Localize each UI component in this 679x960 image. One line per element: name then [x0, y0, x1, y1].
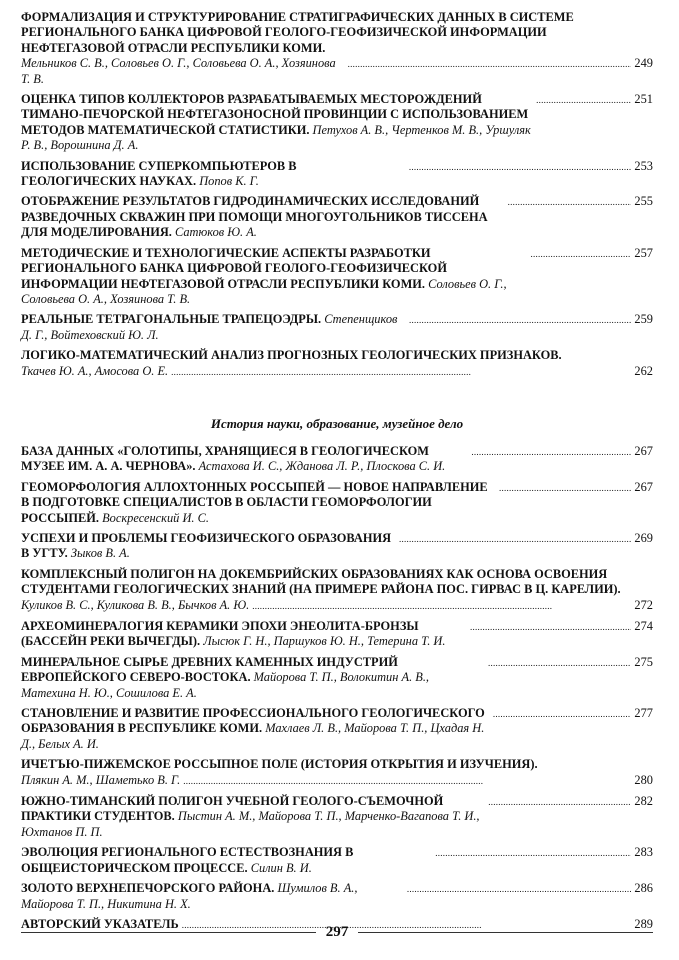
entry-page-number: 275	[634, 654, 653, 669]
entry-title: КОМПЛЕКСНЫЙ ПОЛИГОН НА ДОКЕМБРИЙСКИХ ОБРАЗОВАНИЯХ КАК ОСНОВА ОСВОЕНИЯ СТУДЕНТАМИ ГЕОЛОГИЧЕСКИХ ЗНАНИЙ (НА ПРИМЕРЕ РАЙОНА ПОС. ГИРВАС В Ц. КАРЕЛИИ).	[21, 566, 621, 597]
entry-authors: Шумилов В. А., Майорова Т. П., Никитина Н. Х.	[21, 881, 358, 911]
entry-authors: Степенщиков Д. Г., Войтеховский Ю. Л.	[21, 312, 398, 342]
entry-page-number: 267	[634, 479, 653, 494]
dot-leader	[508, 194, 632, 210]
toc-entry-text	[21, 845, 432, 876]
toc-entry-leader-line	[21, 706, 653, 752]
footer-rule-right	[358, 932, 653, 933]
entry-page-number: 283	[634, 845, 653, 860]
entry-title: МЕТОДИЧЕСКИЕ И ТЕХНОЛОГИЧЕСКИЕ АСПЕКТЫ РАЗРАБОТКИ РЕГИОНАЛЬНОГО БАНКА ЦИФРОВОЙ ГЕОЛОГО-ГЕОФИЗИЧЕСКОЙ ИНФОРМАЦИИ НЕФТЕГАЗОВОЙ ОТРАСЛИ РЕСПУБЛИКИ КОМИ.	[21, 245, 447, 291]
toc-section-geo-informatics	[21, 10, 653, 380]
toc-entry-text	[21, 194, 505, 240]
entry-title: АВТОРСКИЙ УКАЗАТЕЛЬ	[21, 916, 179, 931]
dot-leader	[252, 598, 631, 614]
toc-entry-text	[21, 655, 485, 701]
toc-entry-leader-line	[21, 194, 653, 240]
toc-entry-text	[21, 567, 653, 598]
toc-entry-leader-line	[21, 92, 653, 154]
toc-entry	[21, 159, 653, 190]
entry-authors: Зыков В. А.	[70, 546, 130, 561]
table-of-contents	[21, 10, 653, 938]
entry-page-number: 272	[634, 597, 653, 612]
dot-leader	[183, 773, 631, 789]
entry-authors: Силин В. И.	[250, 860, 312, 875]
entry-title: ОТОБРАЖЕНИЕ РЕЗУЛЬТАТОВ ГИДРОДИНАМИЧЕСКИХ ИССЛЕДОВАНИЙ РАЗВЕДОЧНЫХ СКВАЖИН ПРИ ПОМОЩИ МНОГОУГОЛЬНИКОВ ТИССЕНА ДЛЯ МОДЕЛИРОВАНИЯ.	[21, 194, 488, 240]
page-footer	[21, 924, 653, 941]
dot-leader	[407, 881, 632, 897]
entry-page-number: 286	[634, 881, 653, 896]
entry-authors: Воскресенский И. С.	[102, 510, 209, 525]
toc-entry-text	[21, 706, 490, 752]
entry-authors: Плякин А. М., Шаметько В. Г.	[21, 772, 181, 787]
toc-entry-text	[21, 312, 406, 343]
toc-entry	[21, 194, 653, 240]
entry-title: РЕАЛЬНЫЕ ТЕТРАГОНАЛЬНЫЕ ТРАПЕЦОЭДРЫ.	[21, 312, 322, 327]
toc-entry	[21, 92, 653, 154]
toc-entry-leader-line	[21, 773, 653, 789]
dot-leader	[488, 655, 631, 671]
toc-entry	[21, 348, 653, 380]
entry-page-number: 280	[634, 772, 653, 787]
toc-entry-text	[21, 10, 653, 56]
dot-leader	[493, 706, 632, 722]
toc-entry	[21, 757, 653, 789]
entry-title: АРХЕОМИНЕРАЛОГИЯ КЕРАМИКИ ЭПОХИ ЭНЕОЛИТА-БРОНЗЫ (БАССЕЙН РЕКИ ВЫЧЕГДЫ).	[21, 619, 419, 649]
footer-rule-left	[21, 932, 316, 933]
entry-title: МИНЕРАЛЬНОЕ СЫРЬЕ ДРЕВНИХ КАМЕННЫХ ИНДУСТРИЙ ЕВРОПЕЙСКОГО СЕВЕРО-ВОСТОКА.	[21, 654, 398, 685]
dot-leader	[488, 794, 631, 810]
entry-authors: Майорова Т. П., Волокитин А. В., Матехина Н. Ю., Сошилова Е. А.	[21, 670, 430, 700]
toc-entry	[21, 10, 653, 87]
toc-entry-text	[21, 757, 653, 772]
entry-title: ИСПОЛЬЗОВАНИЕ СУПЕРКОМПЬЮТЕРОВ В ГЕОЛОГИЧЕСКИХ НАУКАХ.	[21, 158, 297, 189]
entry-title: ЭВОЛЮЦИЯ РЕГИОНАЛЬНОГО ЕСТЕСТВОЗНАНИЯ В ОБЩЕИСТОРИЧЕСКОМ ПРОЦЕССЕ.	[21, 845, 354, 875]
entry-authors: Астахова И. С., Жданова Л. Р., Плоскова С. И.	[198, 459, 446, 474]
dot-leader	[435, 845, 631, 861]
toc-entry-text	[21, 444, 468, 475]
entry-title: ФОРМАЛИЗАЦИЯ И СТРУКТУРИРОВАНИЕ СТРАТИГРАФИЧЕСКИХ ДАННЫХ В СИСТЕМЕ РЕГИОНАЛЬНОГО БАНКА ЦИФРОВОЙ ГЕОЛОГО-ГЕОФИЗИЧЕСКОЙ ИНФОРМАЦИИ НЕФТЕГАЗОВОЙ ОТРАСЛИ РЕСПУБЛИКИ КОМИ.	[21, 10, 574, 55]
dot-leader	[530, 246, 631, 262]
entry-page-number: 282	[634, 794, 653, 809]
entry-page-number: 259	[634, 312, 653, 327]
toc-entry	[21, 480, 653, 526]
entry-page-number: 289	[634, 916, 653, 931]
entry-page-number: 251	[634, 92, 653, 107]
toc-entry	[21, 444, 653, 475]
entry-title: ЮЖНО-ТИМАНСКИЙ ПОЛИГОН УЧЕБНОЙ ГЕОЛОГО-СЪЕМОЧНОЙ ПРАКТИКИ СТУДЕНТОВ.	[21, 794, 444, 824]
entry-page-number: 253	[634, 158, 653, 173]
toc-entry-text	[21, 531, 396, 562]
entry-page-number: 257	[634, 245, 653, 260]
entry-authors: Петухов А. В., Чертенков М. В., Уршуляк Р. В., Ворошнина Д. А.	[21, 122, 531, 153]
section-heading: История науки, образование, музейное дело	[210, 415, 464, 431]
entry-page-number: 249	[634, 56, 653, 71]
entry-authors: Лысюк Г. Н., Паршуков Ю. Н., Тетерина Т. И.	[203, 634, 446, 649]
toc-entry-leader-line	[21, 598, 653, 614]
dot-leader	[470, 619, 631, 635]
entry-title: СТАНОВЛЕНИЕ И РАЗВИТИЕ ПРОФЕССИОНАЛЬНОГО ГЕОЛОГИЧЕСКОГО ОБРАЗОВАНИЯ В РЕСПУБЛИКЕ КОМИ.	[21, 706, 485, 736]
toc-entry	[21, 845, 653, 876]
toc-entry-leader-line	[21, 312, 653, 343]
entry-authors: Куликов В. С., Куликова В. В., Бычков А. Ю.	[21, 597, 250, 612]
dot-leader	[471, 444, 631, 460]
entry-page-number: 277	[634, 706, 653, 721]
entry-title: УСПЕХИ И ПРОБЛЕМЫ ГЕОФИЗИЧЕСКОГО ОБРАЗОВАНИЯ В УГТУ.	[21, 530, 392, 561]
toc-entry	[21, 246, 653, 308]
toc-entry-text	[21, 246, 527, 308]
entry-page-number: 269	[634, 530, 653, 545]
dot-leader	[499, 480, 631, 496]
toc-entry-leader-line	[21, 655, 653, 701]
dot-leader	[536, 92, 631, 108]
toc-entry-text	[21, 794, 485, 840]
dot-leader	[409, 159, 632, 175]
toc-entry-text	[21, 92, 533, 154]
toc-entry-leader-line	[21, 444, 653, 475]
dot-leader	[399, 531, 631, 547]
entry-title: ИЧЕТЪЮ-ПИЖЕМСКОЕ РОССЫПНОЕ ПОЛЕ (ИСТОРИЯ ОТКРЫТИЯ И ИЗУЧЕНИЯ).	[21, 757, 538, 772]
dot-leader	[409, 312, 631, 328]
entry-authors: Соловьев О. Г., Соловьева О. А., Хозяинова Т. В.	[21, 276, 507, 306]
entry-page-number: 262	[634, 363, 653, 378]
entry-authors: Пыстин А. М., Майорова Т. П., Марченко-Вагапова Т. И., Юхтанов П. П.	[21, 809, 480, 839]
toc-entry-text	[21, 348, 653, 363]
entry-title: ЛОГИКО-МАТЕМАТИЧЕСКИЙ АНАЛИЗ ПРОГНОЗНЫХ ГЕОЛОГИЧЕСКИХ ПРИЗНАКОВ.	[21, 348, 562, 363]
entry-authors: Ткачев Ю. А., Амосова О. Е.	[21, 363, 169, 378]
entry-page-number: 255	[634, 194, 653, 209]
entry-page-number: 267	[634, 443, 653, 458]
toc-entry	[21, 567, 653, 614]
toc-entry-leader-line	[21, 159, 653, 190]
toc-entry-text	[21, 881, 404, 912]
toc-entry-leader-line	[21, 480, 653, 526]
toc-entry-text	[21, 619, 467, 650]
toc-entry	[21, 706, 653, 752]
toc-entry-text	[21, 480, 496, 526]
toc-entry	[21, 655, 653, 701]
page-number: 297	[325, 924, 349, 940]
toc-section-history-education	[21, 444, 653, 933]
toc-entry-leader-line	[21, 845, 653, 876]
entry-authors: Сатюков Ю. А.	[175, 225, 257, 240]
toc-entry-leader-line	[21, 364, 653, 380]
entry-title: ЗОЛОТО ВЕРХНЕПЕЧОРСКОГО РАЙОНА.	[21, 881, 275, 896]
toc-entry-leader-line	[21, 246, 653, 308]
entry-title: БАЗА ДАННЫХ «ГОЛОТИПЫ, ХРАНЯЩИЕСЯ В ГЕОЛОГИЧЕСКОМ МУЗЕЕ ИМ. А. А. ЧЕРНОВА».	[21, 443, 429, 474]
toc-entry	[21, 619, 653, 650]
toc-entry	[21, 881, 653, 912]
dot-leader	[171, 364, 631, 380]
toc-entry-leader-line	[21, 794, 653, 840]
entry-authors: Попов К. Г.	[199, 174, 259, 189]
toc-entry	[21, 312, 653, 343]
toc-entry-leader-line	[21, 619, 653, 650]
dot-leader	[348, 56, 632, 72]
toc-entry-leader-line	[21, 881, 653, 912]
toc-entry-leader-line	[21, 56, 653, 87]
toc-entry	[21, 531, 653, 562]
entry-authors: Махлаев Л. В., Майорова Т. П., Цхадая Н. Д., Белых А. И.	[21, 721, 485, 751]
toc-entry	[21, 794, 653, 840]
toc-entry-text	[21, 159, 406, 190]
entry-title: ОЦЕНКА ТИПОВ КОЛЛЕКТОРОВ РАЗРАБАТЫВАЕМЫХ МЕСТОРОЖДЕНИЙ ТИМАНО-ПЕЧОРСКОЙ НЕФТЕГАЗОНОСНОЙ ПРОВИНЦИИ С ИСПОЛЬЗОВАНИЕМ МЕТОДОВ МАТЕМАТИЧЕСКОЙ СТАТИСТИКИ.	[21, 92, 529, 137]
entry-page-number: 274	[634, 619, 653, 633]
entry-title: ГЕОМОРФОЛОГИЯ АЛЛОХТОННЫХ РОССЫПЕЙ — НОВОЕ НАПРАВЛЕНИЕ В ПОДГОТОВКЕ СПЕЦИАЛИСТОВ В ОБЛАСТИ ГЕОМОРФОЛОГИИ РОССЫПЕЙ.	[21, 479, 488, 525]
entry-authors: Мельников С. В., Соловьев О. Г., Соловьева О. А., Хозяинова Т. В.	[21, 56, 336, 86]
toc-entry-leader-line	[21, 531, 653, 562]
